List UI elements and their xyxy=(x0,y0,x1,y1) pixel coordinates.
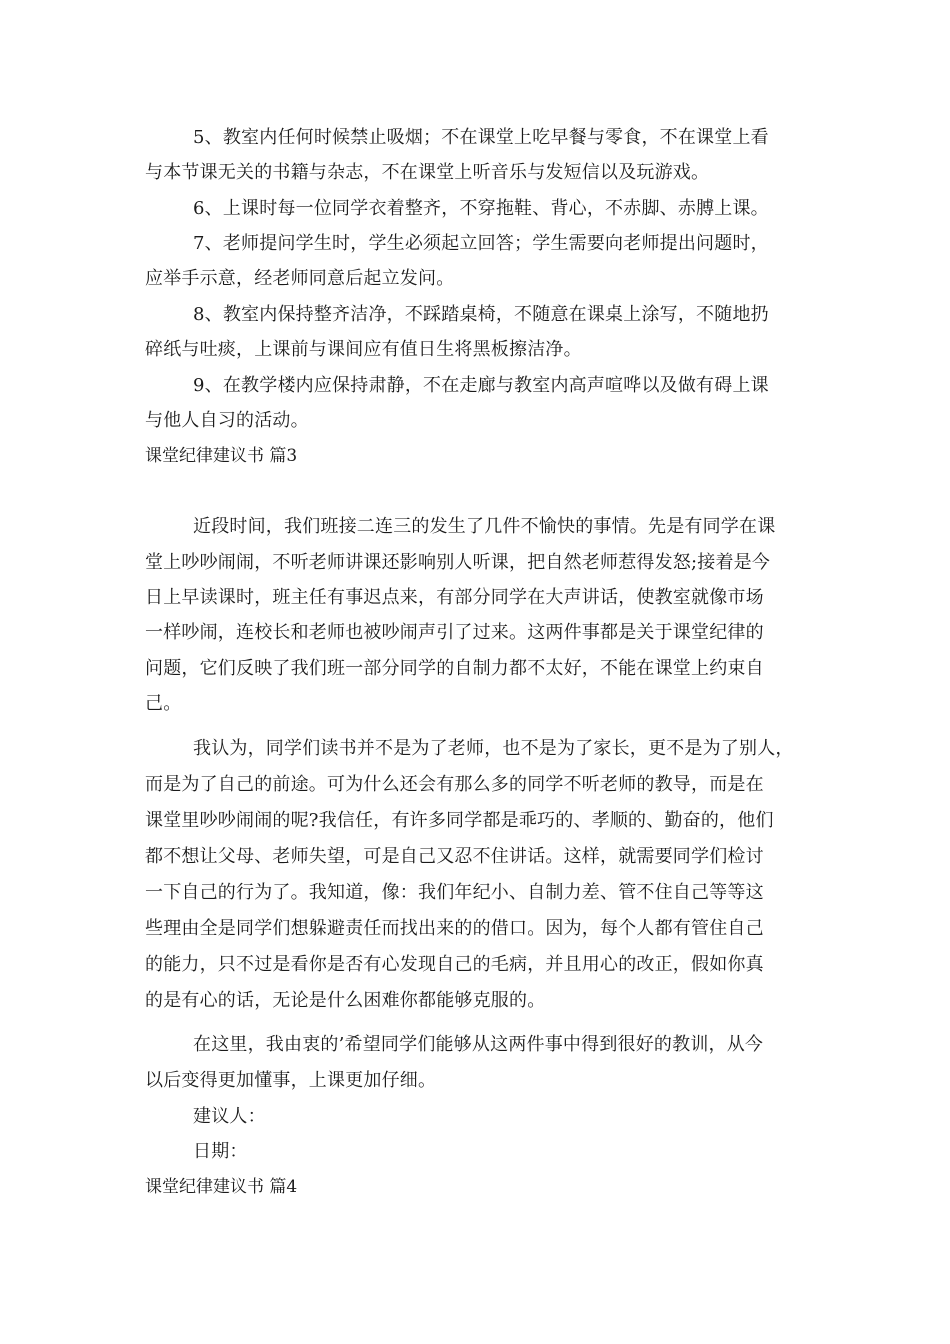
paragraph-2-line-8: 的是有心的话，无论是什么困难你都能够克服的。 xyxy=(145,990,546,1011)
rule-7-line-2: 应举手示意，经老师同意后起立发问。 xyxy=(145,268,455,289)
rule-9-line-2: 与他人自习的活动。 xyxy=(145,410,309,431)
rule-7-line-1: 7、老师提问学生时，学生必须起立回答；学生需要向老师提出问题时， xyxy=(193,233,769,254)
paragraph-1-line-2: 堂上吵吵闹闹，不听老师讲课还影响别人听课，把自然老师惹得发怒;接着是今 xyxy=(145,552,771,573)
rule-8-line-1: 8、教室内保持整齐洁净，不踩踏桌椅，不随意在课桌上涂写，不随地扔 xyxy=(193,304,769,325)
paragraph-1-line-5: 问题，它们反映了我们班一部分同学的自制力都不太好，不能在课堂上约束自 xyxy=(145,658,764,679)
proposer-label: 建议人： xyxy=(193,1106,266,1127)
rule-8-line-2: 碎纸与吐痰，上课前与课间应有值日生将黑板擦洁净。 xyxy=(145,339,582,360)
section-3-heading: 课堂纪律建议书 篇3 xyxy=(145,446,298,466)
rule-6-line-1: 6、上课时每一位同学衣着整齐，不穿拖鞋、背心，不赤脚、赤膊上课。 xyxy=(193,198,769,219)
paragraph-1-line-6: 己。 xyxy=(145,693,182,714)
rule-5-line-2: 与本节课无关的书籍与杂志，不在课堂上听音乐与发短信以及玩游戏。 xyxy=(145,162,710,183)
paragraph-2-line-6: 些理由全是同学们想躲避责任而找出来的的借口。因为，每个人都有管住自己 xyxy=(145,918,764,939)
section-4-heading: 课堂纪律建议书 篇4 xyxy=(145,1177,298,1197)
paragraph-1-line-3: 日上早读课时，班主任有事迟点来，有部分同学在大声讲话，使教室就像市场 xyxy=(145,587,764,608)
paragraph-2-line-3: 课堂里吵吵闹闹的呢?我信任，有许多同学都是乖巧的、孝顺的、勤奋的，他们 xyxy=(145,810,774,831)
paragraph-2-line-7: 的能力，只不过是看你是否有心发现自己的毛病，并且用心的改正，假如你真 xyxy=(145,954,764,975)
paragraph-2-line-2: 而是为了自己的前途。可为什么还会有那么多的同学不听老师的教导，而是在 xyxy=(145,774,764,795)
paragraph-1-line-4: 一样吵闹，连校长和老师也被吵闹声引了过来。这两件事都是关于课堂纪律的 xyxy=(145,622,764,643)
paragraph-3-line-1: 在这里，我由衷的’希望同学们能够从这两件事中得到很好的教训，从今 xyxy=(193,1034,764,1055)
rule-9-line-1: 9、在教学楼内应保持肃静，不在走廊与教室内高声喧哗以及做有碍上课 xyxy=(193,375,769,396)
paragraph-3-line-2: 以后变得更加懂事，上课更加仔细。 xyxy=(145,1070,437,1091)
rule-5-line-1: 5、教室内任何时候禁止吸烟；不在课堂上吃早餐与零食，不在课堂上看 xyxy=(193,127,769,148)
paragraph-1-line-1: 近段时间，我们班接二连三的发生了几件不愉快的事情。先是有同学在课 xyxy=(193,516,776,537)
paragraph-2-line-4: 都不想让父母、老师失望，可是自己又忍不住讲话。这样，就需要同学们检讨 xyxy=(145,846,764,867)
paragraph-2-line-5: 一下自己的行为了。我知道，像：我们年纪小、自制力差、管不住自己等等这 xyxy=(145,882,764,903)
date-label: 日期： xyxy=(193,1141,248,1162)
paragraph-2-line-1: 我认为，同学们读书并不是为了老师，也不是为了家长，更不是为了别人， xyxy=(193,738,794,759)
